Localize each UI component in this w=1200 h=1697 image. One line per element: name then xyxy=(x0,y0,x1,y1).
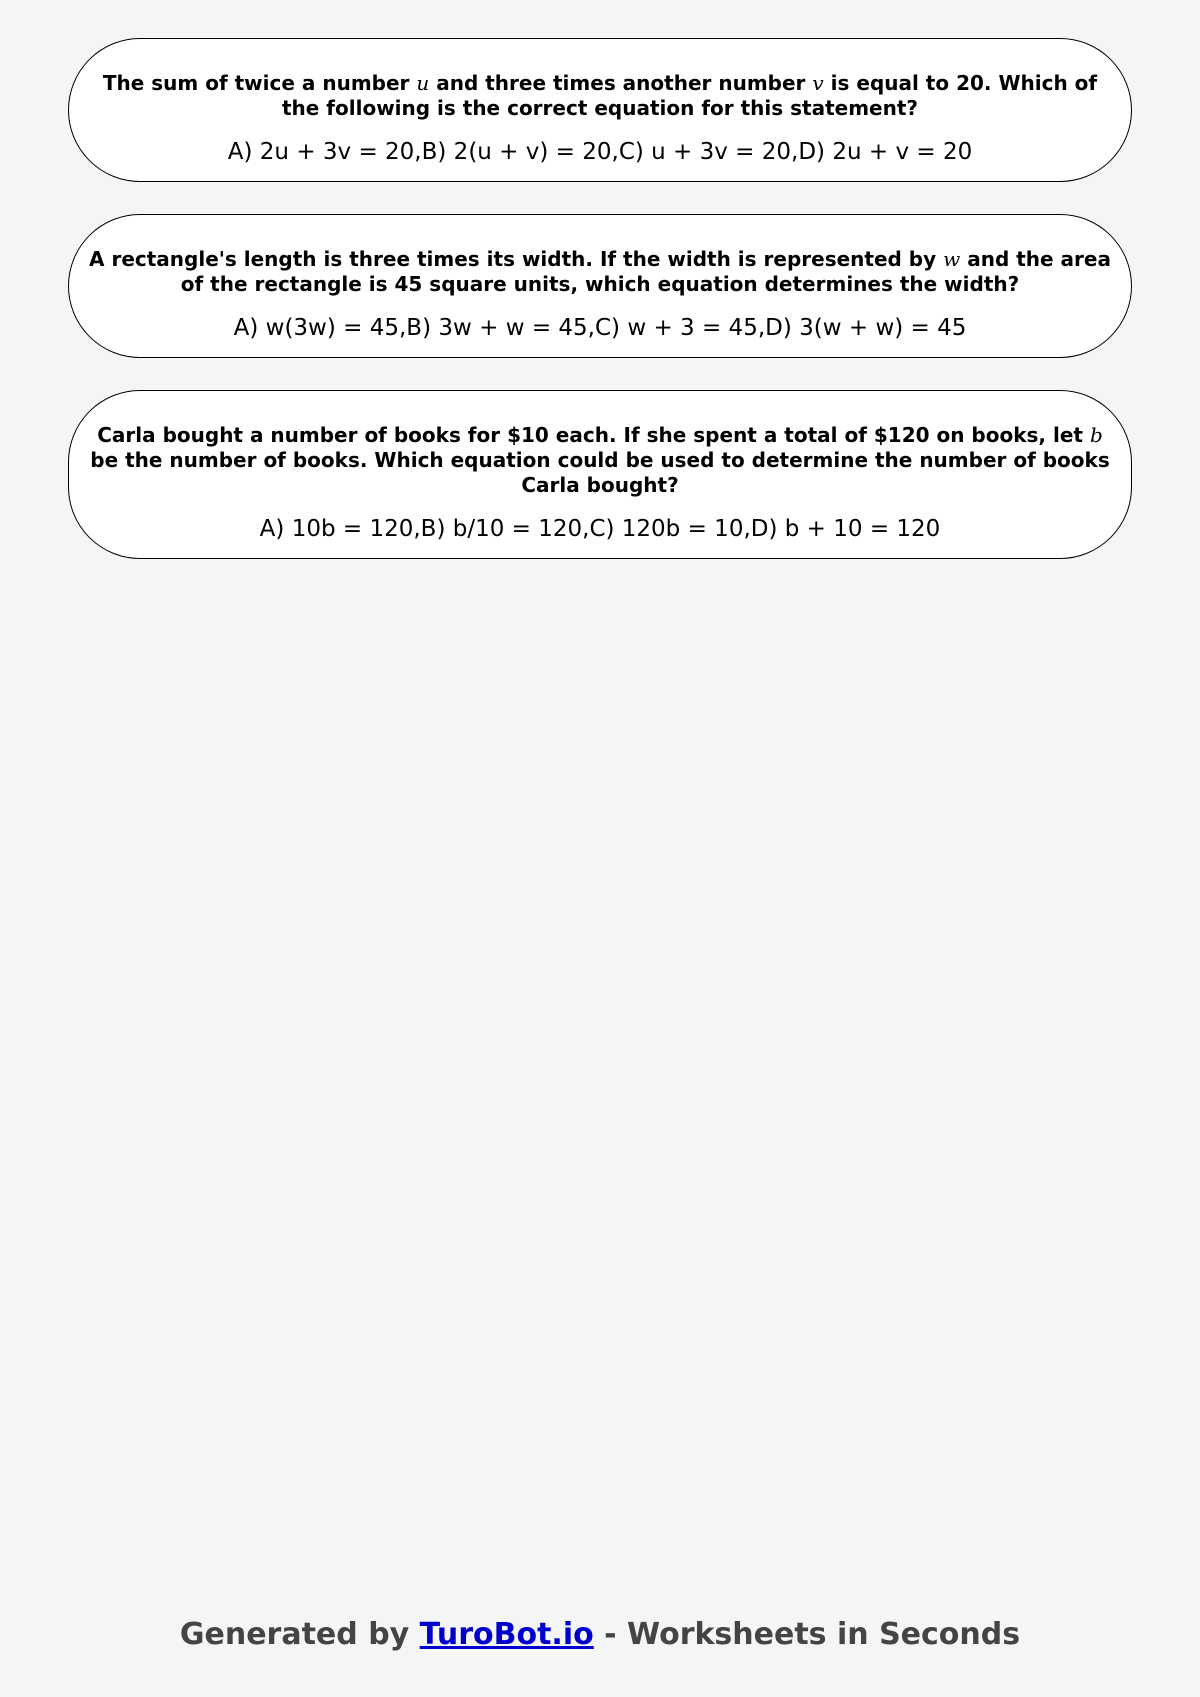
question-text-part: and three times another number xyxy=(429,71,813,95)
question-card-3 xyxy=(68,390,1132,559)
variable-b: b xyxy=(1089,423,1103,447)
variable-v: v xyxy=(812,71,824,95)
question-text xyxy=(83,71,1117,121)
turobot-link[interactable]: TuroBot.io xyxy=(419,1617,594,1652)
answer-options: A) 10b = 120,B) b/10 = 120,C) 120b = 10,D) b + 10 = 120 xyxy=(259,516,941,542)
question-text-part: and the area of the rectangle is 45 square units, which equation determines the width? xyxy=(180,247,1111,296)
question-text-part: Carla bought a number of books for $10 each. If she spent a total of $120 on books, let xyxy=(97,423,1090,447)
variable-w: w xyxy=(943,247,961,271)
question-text xyxy=(83,247,1117,297)
question-text-part: The sum of twice a number xyxy=(102,71,417,95)
footer-prefix: Generated by xyxy=(179,1617,420,1652)
answer-options: A) w(3w) = 45,B) 3w + w = 45,C) w + 3 = 45,D) 3(w + w) = 45 xyxy=(233,315,967,341)
question-card-1 xyxy=(68,38,1132,182)
answer-options: A) 2u + 3v = 20,B) 2(u + v) = 20,C) u + 3v = 20,D) 2u + v = 20 xyxy=(227,139,973,165)
question-text xyxy=(83,423,1117,498)
question-text-part: be the number of books. Which equation could be used to determine the number of books Carla bought? xyxy=(90,448,1110,497)
footer-suffix: - Worksheets in Seconds xyxy=(593,1617,1021,1652)
question-text-part: A rectangle's length is three times its width. If the width is represented by xyxy=(89,247,944,271)
question-list xyxy=(68,38,1132,591)
question-text-part: is equal to 20. Which of the following is the correct equation for this statement? xyxy=(281,71,1098,120)
footer-credit xyxy=(0,1617,1200,1652)
question-card-2 xyxy=(68,214,1132,358)
variable-u: u xyxy=(416,71,430,95)
